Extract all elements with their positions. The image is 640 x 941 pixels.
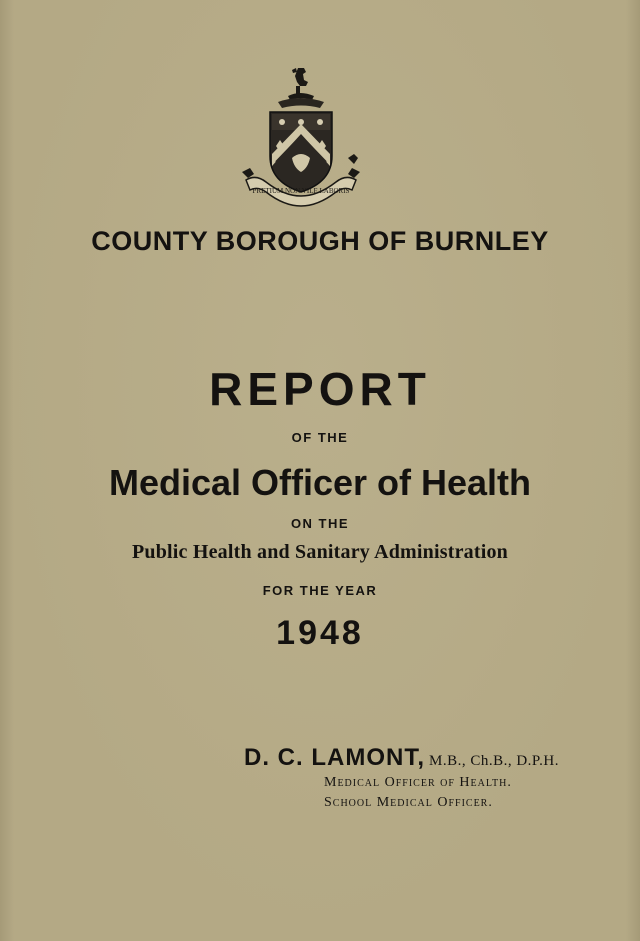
report-year: 1948 xyxy=(276,614,364,652)
author-qualifications: M.B., Ch.B., D.P.H. xyxy=(429,753,559,769)
crest-motto: PRETIUM NON VILE LABORIS xyxy=(252,187,350,195)
authority-heading: COUNTY BOROUGH OF BURNLEY xyxy=(91,226,549,256)
coat-of-arms-icon xyxy=(240,62,362,212)
on-the-label: ON THE xyxy=(290,516,350,531)
report-title: REPORT xyxy=(209,363,431,415)
of-the-label: OF THE xyxy=(291,430,349,445)
report-subject: Public Health and Sanitary Administration xyxy=(131,541,509,563)
author-title-school-medical-officer: School Medical Officer. xyxy=(324,795,493,810)
author-line xyxy=(244,744,559,772)
author-name: D. C. LAMONT, xyxy=(244,744,425,771)
for-the-year-label: FOR THE YEAR xyxy=(262,583,378,598)
author-title-medical-officer: Medical Officer of Health. xyxy=(324,775,512,790)
office-title: Medical Officer of Health xyxy=(108,462,532,503)
